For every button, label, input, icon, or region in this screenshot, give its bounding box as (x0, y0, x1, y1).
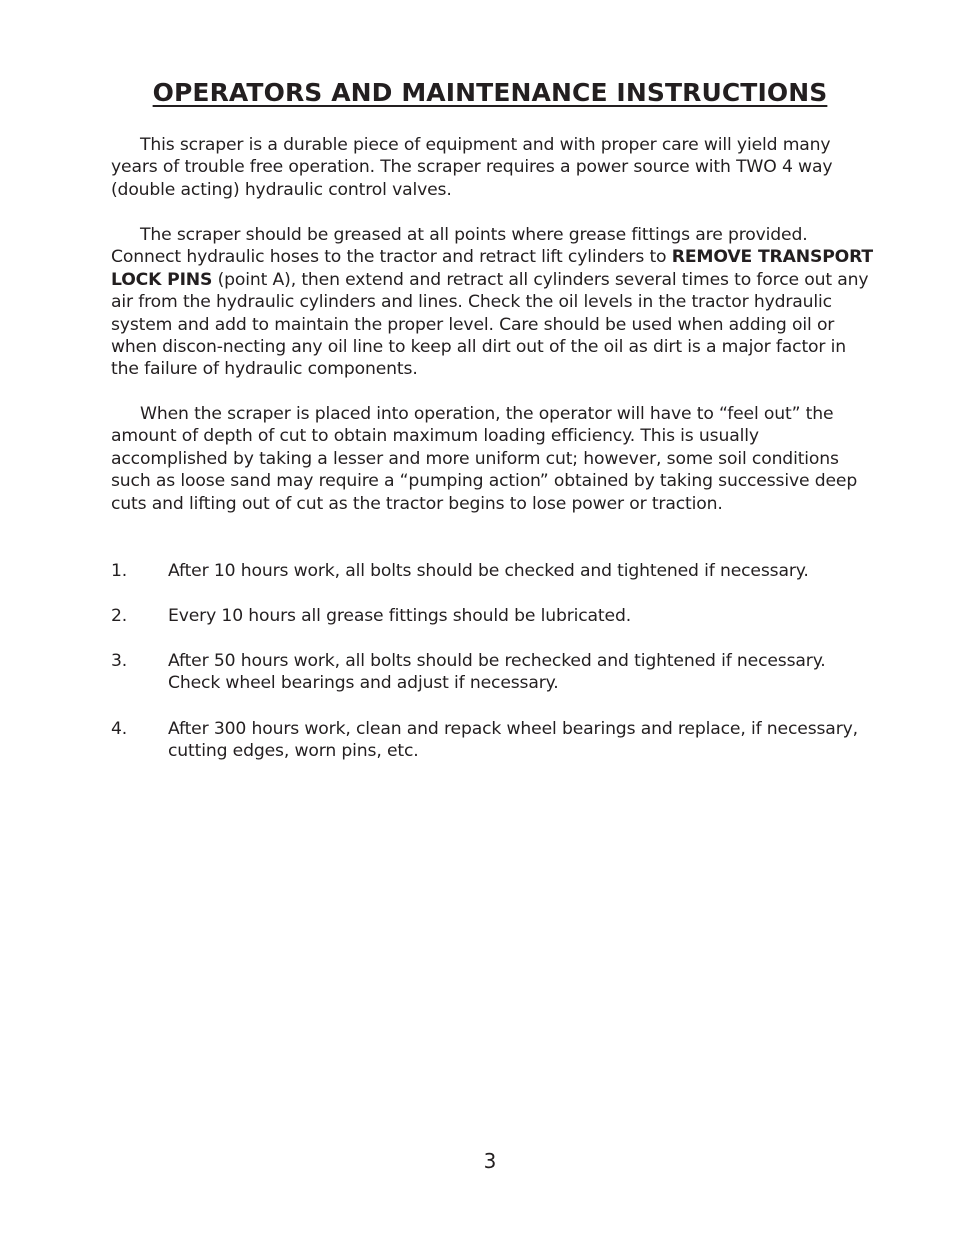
operation-paragraph-text: When the scraper is placed into operation, the operator will have to “feel out” the amount of depth of cut to obtain maximum loading efficiency. This is usually accomplished by taking a lesser and more uniform cut; however, some soil conditions such as loose sand may require a “pumping action” obtained by taking successive deep cuts and lifting out of cut as the tractor begins to lose power or traction. (111, 404, 858, 514)
list-item-text: Every 10 hours all grease fittings should be lubricated. (168, 606, 632, 626)
list-item-text: After 300 hours work, clean and repack wheel bearings and replace, if necessary, cutting edges, worn pins, etc. (168, 719, 858, 762)
list-item-text: After 10 hours work, all bolts should be checked and tightened if necessary. (168, 561, 809, 581)
intro-paragraph (111, 134, 876, 201)
list-item-number: 1. (111, 561, 128, 581)
list-item-number: 2. (111, 606, 128, 626)
page-number: 3 (483, 1149, 497, 1173)
setup-paragraph-text-after: (point A), then extend and retract all cylinders several times to force out any air from the hydraulic cylinders and lines. Check the oil levels in the tractor hydraulic system and add to maintain the proper level. Care should be used when adding oil or when discon-necting any oil line to keep all dirt out of the oil as dirt is a major factor in the failure of hydraulic components. (111, 269, 869, 380)
setup-paragraph (111, 224, 876, 381)
list-item-text: After 50 hours work, all bolts should be rechecked and tightened if necessary. Check wheel bearings and adjust if necessary. (168, 651, 826, 694)
setup-paragraph-text-before: The scraper should be greased at all points where grease fittings are provided. Connect hydraulic hoses to the tractor and retract lift cylinders to (111, 225, 808, 268)
list-item-number: 3. (111, 651, 128, 671)
page-title: OPERATORS AND MAINTENANCE INSTRUCTIONS (152, 78, 828, 107)
setup-paragraph-warning: REMOVE TRANSPORT LOCK PINS (111, 247, 874, 290)
list-item-number: 4. (111, 719, 128, 739)
intro-paragraph-text: This scraper is a durable piece of equipment and with proper care will yield many years of trouble free operation. The scraper requires a power source with TWO 4 way (double acting) hydraulic control valves. (111, 135, 833, 200)
operation-paragraph (111, 403, 876, 515)
